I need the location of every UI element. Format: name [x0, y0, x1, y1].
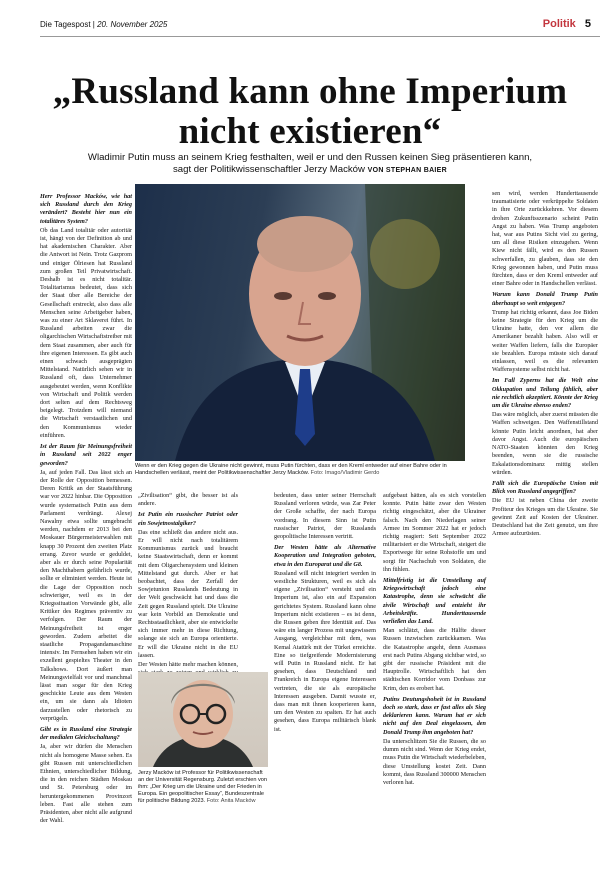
- photo-credit: Foto: Imago/Vladimir Gerdo: [310, 470, 380, 476]
- answer: Der Westen hätte mehr machen können,: [138, 661, 238, 669]
- question: Im Fall Zyperns hat die Welt eine Okkupation und Teilung fählich, aber nie rechtlich akzeptiert. Könnte der Krieg um die Ukraine ebenso enden?: [492, 377, 598, 410]
- putin-photo: [135, 184, 465, 461]
- question: Mittelfristig ist die Umstellung auf Kriegswirtschaft jedoch eine Katastrophe, denn sie schwächt die zivile Wirtschaft und entzieht ihr Arbeitskräfte. Hunderttausende verließen das Land.: [383, 577, 486, 626]
- answer: Das eine schließt das andere nicht aus. Er will nicht nach totalitärem Kommunismus zurück und braucht keine Staatswirtschaft, denn er kommt mit dem Oligarchensystem und kleinen Mittelstand gut durch. Aber er hat beobachtet, dass der Zerfall der Sowjetunion Russlands Bedeutung in der Welt geschwächt hat und dass die Zeit gegen Russland spielt. Die Ukraine war kein Vorbild an Demokratie und Rechtsstaatlichkeit, aber sie entwickelte sich immer mehr in diese Richtung, solange sie sich an Europa orientierte. Er will die Ukraine nicht in die EU lassen.: [138, 528, 238, 659]
- question: Der Westen hätte als Alternative Kooperation und Integration geboten, etwa in den Europarat und die G8.: [274, 544, 376, 568]
- answer: Ja, aber wir dürfen die Menschen nicht als homogene Masse sehen. Es gibt Russen mit unterschiedlichen Ethnien, unterschiedlicher Bildung, die in den reichen Städten Moskau und St. Petersburg oder im heruntergekommenen Provinzort leben. Fast alle stehen zum Präsidenten, aber nicht alle aufgrund der Wahl.: [40, 743, 132, 825]
- answer: Trump hat richtig erkannt, dass Joe Biden keine Strategie für den Krieg um die Ukraine hatte, den vor allem die Amerikaner bezahlt haben. Also will er weiter Waffen liefern, falls die Europäer sie bezahlen. Europa müsste sich darauf einlassen, weil es die relevanten Waffensysteme selbst nicht hat.: [492, 308, 598, 374]
- answer: Russland will nicht integriert werden in westliche Strukturen, weil es sich als eigene „Zivilisation“ versteht und ein Imperium ist, also ein auf Expansion gerichtetes System. Russland kann ohne Imperium nicht existieren – es ist denn, die Russen geben ihre Identität auf. Das wäre ein langer Prozess mit ungewissem Ausgang, vergleichbar mit dem, was Kemal Atatürk mit der Türkei erreichte. Eine so tiefgreifende Modernisierung will Putin in Russland nicht. Er hat gesehen, dass Deutschland und Frankreich in Europa eigene Interessen vertreten, die sie als europäische Interessen ausgeben. Damit wusste er, dass man mit ihnen kooperieren kann, um den Westen zu spalten. Er hat auch gesehen, dass Europa militärisch blank ist.: [274, 569, 376, 733]
- caption-text: Jerzy Macków ist Professor für Politikwissenschaft an der Universität Regensburg. Zuletzt erschien von ihm: „Der Krieg um die Ukraine und der Frieden in Europa. Ein geopolitischer Essay“, Bundeszentrale für politische Bildung 2023.: [138, 770, 268, 804]
- section-label: [543, 18, 591, 30]
- question: Gibt es in Russland eine Strategie der medialen Gleichschaltung?: [40, 726, 132, 742]
- question: Fällt sich die Europäische Union mit Blick von Russland angegriffen?: [492, 479, 598, 496]
- portrait-illustration: [138, 672, 268, 767]
- answer: Ja, auf jeden Fall. Das lässt sich an der Rolle der Opposition bemessen. Deren Kritik an der Staatsführung war vor 2022 hinbar. Die Opposition wurde systematisch Putin aus dem Parlament verdrängt. Alexej Nawalny etwa sollte umgebracht werden, nachdem er 2013 bei den Moskauer Bürgermeisterwahlen mit knapp 30 Prozent den zweiten Platz errang. Zuvor wurde er geduldet, aber als er durch seine Popularität den Machthabern gefährlich wurde, sollte er eliminiert werden. Heute ist die Lage der Opposition noch schwieriger, weil es in der Kriegssituation Vorwände gibt, alle Kritiker des Regimes präventiv zu verfolgen. Der Raum der Meinungsfreiheit ist enger geworden. Zudem arbeitet die staatliche Propagandamaschine intensiv. Im Fernsehen haben wir ein exzellent gespieltes Theater in den Talkshows. Dort äußert man Meinungsvielfalt vor und manchmal lässt man sogar für den Krieg geschickte Leute aus dem Westen ein, um sie dann als Idioten darzustellen oder rhetorisch zu verprügeln.: [40, 468, 132, 722]
- answer: „Zivilisation“ gibt, die besser ist als andere.: [138, 492, 238, 508]
- answer: Die EU ist neben China der zweite Profiteur des Krieges um die Ukraine. Sie gewinnt Zeit auf Kosten der Ukrainer. Deutschland hat die Zeit genutzt, um ihre Armee aufzurüsten.: [492, 497, 598, 538]
- mackow-photo: [138, 672, 268, 767]
- answer: sen wird, werden Hunderttausende traumatisierte oder verkrüppelte Soldaten in ihre Orte zurückkehren. Vor diesem drohen Zukunftsszenario scheint Putin Angst zu haben. Was Trump angeboten hat, war aus Putins Sicht viel zu gering, um all diese Risiken einzugehen. Wenn Kiew nicht fällt, wird es den Russen schwerfallen, zu glauben, dass sie den Krieg gewonnen haben, und Putin muss fürchten, dass er den Kreml entweder auf einer Bahre oder in Handschellen verlässt.: [492, 190, 598, 288]
- answer: Das wäre möglich, aber zuerst müssten die Waffen schweigen. Den Waffenstillstand könnte Putin leicht anordnen, hat aber davor Angst. Auch die europäischen NATO-Staaten könnten den Krieg beenden, wenn sie die russische Eskalationsdominanz mittig stellen würden.: [492, 411, 599, 476]
- question: Ist der Raum für Meinungsfreiheit in Russland seit 2022 enger geworden?: [40, 443, 132, 467]
- subhead: [80, 152, 540, 177]
- question: Ist Putin ein russischer Patriot oder ein Sowjetnostalgiker?: [138, 511, 238, 527]
- caption-text: Wenn er den Krieg gegen die Ukraine nicht gewinnt, muss Putin fürchten, dass er den Kreml entweder auf einer Bahre oder in Handschellen verlässt, meint der Politikwissenschaftler Jerzy Macków.: [135, 463, 447, 476]
- answer: Da unterschlitzen Sie die Russen, die so dumm nicht sind. Wenn der Krieg endet, muss Putin die Wirtschaft wiederbeleben, diese Umstellung kostet Zeit. Dann kommt, dass Russland 300000 Menschen verloren hat.: [383, 737, 486, 786]
- headline: „Russland kann ohne Imperium nicht existieren“: [52, 71, 568, 152]
- answer: Ob das Land totalitär oder autoritär ist, hängt von der Definition ab und hat akademischen Charakter. Aber die Antwort ist Nein. Trotz Gazprom und einiger Ölriesen hat Russland zum großen Teil Privatwirtschaft. Deshalb ist es nicht totalitär. Totalitarismus bedeutet, dass sich der Staat über alle Bereiche der Gesellschaft erstreckt, also dass alle Menschen seine Arbeitgeber haben, was zu einer Art Sklaverei führt. In Russland arbeiten zwar die oligarchischen Wirtschaftstreiber mit dem Staat zusammen, aber auch für ihre eigenen Interessen. Es gibt auch einen schwach ausgeprägten Mittelstand. Natürlich sehen wir in Russland oft, dass Unternehmer ausgebeutet werden, wenn Konflikte von Wirtschaft und Politik werden dort selten auf dem Rechtsweg beigelegt. Trotzdem will niemand die Wirtschaft verstaatlichen und den Kommunismus wieder einführen.: [40, 226, 132, 439]
- question: Putins Deutungshoheit ist in Russland doch so stark, dass er fast alles als Sieg deklarieren kann. Warum hat er sich nicht auf den Deal eingelassen, den Donald Trump ihm angeboten hat?: [383, 695, 486, 736]
- page-number: 5: [584, 18, 591, 30]
- article-column-1: [40, 190, 132, 855]
- photo-credit: Foto: Anita Macków: [206, 798, 256, 804]
- header-rule: [40, 36, 600, 37]
- page-header: [0, 8, 611, 36]
- answer: Man schlätzt, dass die Hälfte dieser Russen inzwischen zurückkamen. Was die Katastrophe angeht, denn Ausmass erst nach Putins Abgang sichtbar wird, so gibt der russische Präsident mit die Hauptrolle. Wirtschaftlich hat den städtischen Korridor vom Donbass zur Krim, den es erobert hat.: [383, 627, 486, 692]
- masthead-date: Die Tagespost | 20. November 2025: [40, 20, 168, 29]
- answer: aufgebaut hätten, als es sich vorstellen konnte. Putin hätte zwar den Westen richtig eingeschätzt, aber die Ukrainer falsch. Nach den Niederlagen seiner Armee im Sommer 2022 hat er jedoch richtig reagiert: Seit September 2022 militarisiert er die Wirtschaft, steigert die Exportwege für seine Rohstoffe um und sorgt für Nachschub von Soldaten, die ihn fühlen.: [383, 492, 486, 573]
- article-column-5: [492, 190, 598, 857]
- paper-name: Die Tagespost: [40, 20, 91, 29]
- answer: bedeuten, dass unter seiner Herrschaft Russland verloren würde, was Zar Peter der Große schaffte, der nach Europa vordrang. In diesem Sinn ist Putin russischer Patriot, der Russlands geopolitische Interessen vertritt.: [274, 492, 376, 541]
- issue-date: 20. November 2025: [97, 20, 168, 29]
- question: Herr Professor Macków, wie hat sich Russland durch den Krieg verändert? Besteht hier nun ein totalitäres System?: [40, 193, 132, 225]
- article-column-4: [383, 492, 486, 857]
- byline: VON STEPHAN BAIER: [367, 167, 447, 174]
- question: Warum kann Donald Trump Putin überhaupt so weit entgegen?: [492, 291, 598, 307]
- section-name: Politik: [542, 18, 576, 30]
- article-column-3: [274, 492, 376, 857]
- portrait-illustration: [135, 184, 465, 461]
- article-column-2: [138, 492, 238, 670]
- photo1-caption: [135, 463, 465, 477]
- photo2-caption: [138, 770, 268, 805]
- subhead-text: Wladimir Putin muss an seinem Krieg festhalten, weil er und den Russen keinen Sieg präsentieren kann, sagt der Politikwissenschaftler Jerzy Macków: [87, 152, 533, 175]
